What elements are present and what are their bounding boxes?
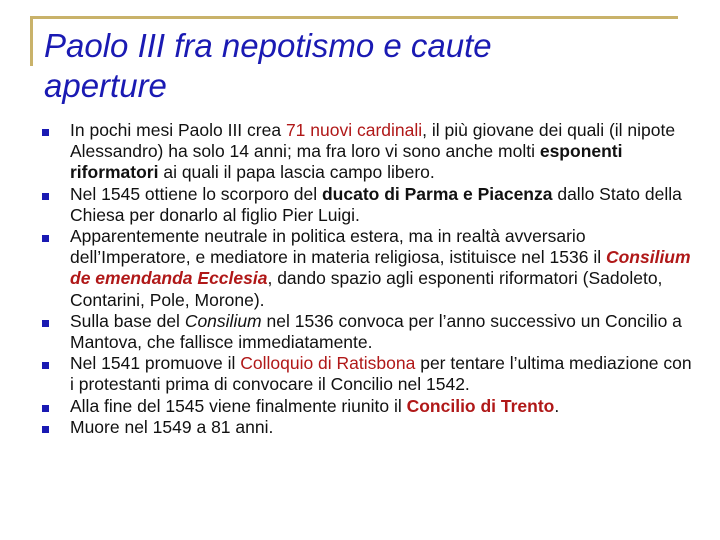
item-text: Nel 1541 promuove il	[70, 353, 241, 374]
item-text: ai quali il papa lascia campo libero.	[158, 162, 435, 183]
square-bullet-icon	[42, 405, 49, 412]
item-text: per tentare l’ultima mediazione con i protestanti prima di convocare il Concilio nel 1542.	[70, 353, 692, 395]
item-text: , il più giovane dei quali (il nipote Alessandro) ha solo 14 anni; ma fra loro vi sono anche molti	[70, 120, 676, 162]
item-highlight: Consilium de emendanda Ecclesia	[70, 247, 691, 289]
item-text: In pochi mesi Paolo III crea	[70, 120, 286, 140]
item-text: .	[554, 395, 560, 416]
title-line-1: Paolo III fra nepotismo e caute	[44, 27, 492, 64]
item-bold: esponenti riformatori	[70, 141, 623, 183]
item-text: , dando spazio agli esponenti riformatori (Sadoleto, Contarini, Pole, Morone).	[70, 268, 663, 310]
left-accent-line	[30, 16, 33, 66]
list-item	[40, 184, 695, 226]
item-text: Nel 1545 ottiene lo scorporo del	[70, 183, 322, 204]
item-text: Muore nel 1549 a 81 anni.	[70, 416, 274, 437]
slide-title	[44, 26, 684, 106]
square-bullet-icon	[42, 193, 49, 200]
square-bullet-icon	[42, 426, 49, 433]
square-bullet-icon	[42, 129, 49, 136]
item-italic: Consilium	[184, 310, 262, 331]
item-text: Alla fine del 1545 viene finalmente riunito il	[70, 395, 407, 416]
item-bold: ducato di Parma e Piacenza	[321, 183, 553, 204]
list-item	[40, 417, 695, 438]
list-item	[40, 353, 695, 395]
item-highlight: Colloquio di Ratisbona	[240, 353, 416, 374]
square-bullet-icon	[42, 320, 49, 327]
title-line-2: aperture	[44, 67, 167, 104]
item-highlight: 71 nuovi cardinali	[285, 120, 423, 140]
list-item	[40, 311, 695, 353]
list-item	[40, 396, 695, 417]
item-text: Sulla base del	[70, 310, 185, 331]
item-text: dallo Stato della Chiesa per donarlo al figlio Pier Luigi.	[70, 183, 682, 225]
item-highlight: Concilio di Trento	[406, 395, 555, 416]
square-bullet-icon	[42, 362, 49, 369]
list-item	[40, 120, 695, 184]
square-bullet-icon	[42, 235, 49, 242]
item-text: Apparentemente neutrale in politica estera, ma in realtà avversario dell’Imperatore, e mediatore in materia religiosa, istituisce nel 1536 il	[70, 226, 606, 268]
item-text: nel 1536 convoca per l’anno successivo un Concilio a Mantova, che fallisce immediatamente.	[70, 310, 682, 353]
bullet-list	[40, 120, 695, 438]
top-accent-line	[30, 16, 678, 19]
list-item	[40, 226, 695, 311]
